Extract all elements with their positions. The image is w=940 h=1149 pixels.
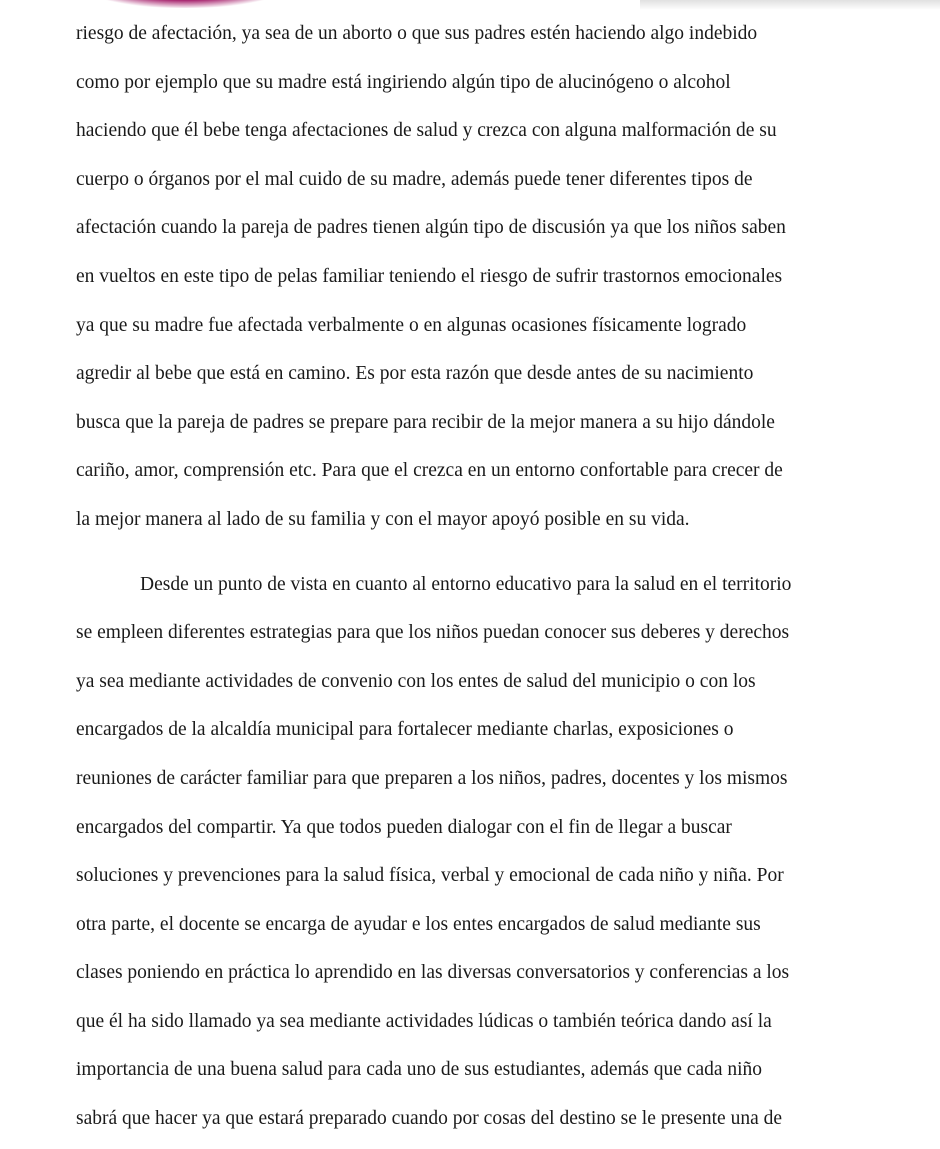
text-line: encargados de la alcaldía municipal para fortalecer mediante charlas, exposiciones o (76, 719, 734, 741)
text-line: clases poniendo en práctica lo aprendido en las diversas conversatorios y conferencias a los (76, 962, 790, 984)
text-line: afectación cuando la pareja de padres tienen algún tipo de discusión ya que los niños saben (76, 217, 786, 239)
text-line: reuniones de carácter familiar para que preparen a los niños, padres, docentes y los mismos (76, 767, 788, 789)
text-line: riesgo de afectación, ya sea de un aborto o que sus padres estén haciendo algo indebido (76, 23, 758, 44)
paragraph-2 (76, 561, 866, 1144)
text-line: en vueltos en este tipo de pelas familiar teniendo el riesgo de sufrir trastornos emocionales (76, 265, 783, 287)
text-line: como por ejemplo que su madre está ingiriendo algún tipo de alucinógeno o alcohol (76, 71, 731, 93)
page-edge-shadow (640, 0, 940, 10)
text-line: la mejor manera al lado de su familia y con el mayor apoyó posible en su vida. (76, 508, 690, 530)
text-line: agredir al bebe que está en camino. Es por esta razón que desde antes de su nacimiento (76, 363, 754, 385)
magenta-arc-decoration (60, 0, 310, 8)
text-line: importancia de una buena salud para cada uno de sus estudiantes, además que cada niño (76, 1059, 763, 1081)
paragraph-1 (76, 10, 866, 545)
text-line: cuerpo o órganos por el mal cuido de su madre, además puede tener diferentes tipos de (76, 168, 753, 190)
paragraph-spacing (76, 545, 866, 561)
text-line: ya que su madre fue afectada verbalmente o en algunas ocasiones físicamente logrado (76, 314, 747, 336)
document-page (76, 10, 866, 1144)
text-line: sabrá que hacer ya que estará preparado cuando por cosas del destino se le presente una de (76, 1108, 783, 1130)
text-line: busca que la pareja de padres se prepare para recibir de la mejor manera a su hijo dándole (76, 411, 775, 433)
text-line: encargados del compartir. Ya que todos pueden dialogar con el fin de llegar a buscar (76, 816, 732, 838)
text-line: ya sea mediante actividades de convenio con los entes de salud del municipio o con los (76, 670, 756, 692)
text-line: soluciones y prevenciones para la salud física, verbal y emocional de cada niño y niña. Por (76, 865, 784, 887)
text-line: que él ha sido llamado ya sea mediante actividades lúdicas o también teórica dando así la (76, 1010, 772, 1032)
text-line: cariño, amor, comprensión etc. Para que el crezca en un entorno confortable para crecer de (76, 460, 783, 482)
text-line-indented: Desde un punto de vista en cuanto al entorno educativo para la salud en el territorio (140, 573, 792, 595)
text-line: se empleen diferentes estrategias para que los niños puedan conocer sus deberes y derechos (76, 622, 790, 644)
text-line: otra parte, el docente se encarga de ayudar e los entes encargados de salud mediante sus (76, 913, 761, 935)
text-line: haciendo que él bebe tenga afectaciones de salud y crezca con alguna malformación de su (76, 120, 777, 142)
